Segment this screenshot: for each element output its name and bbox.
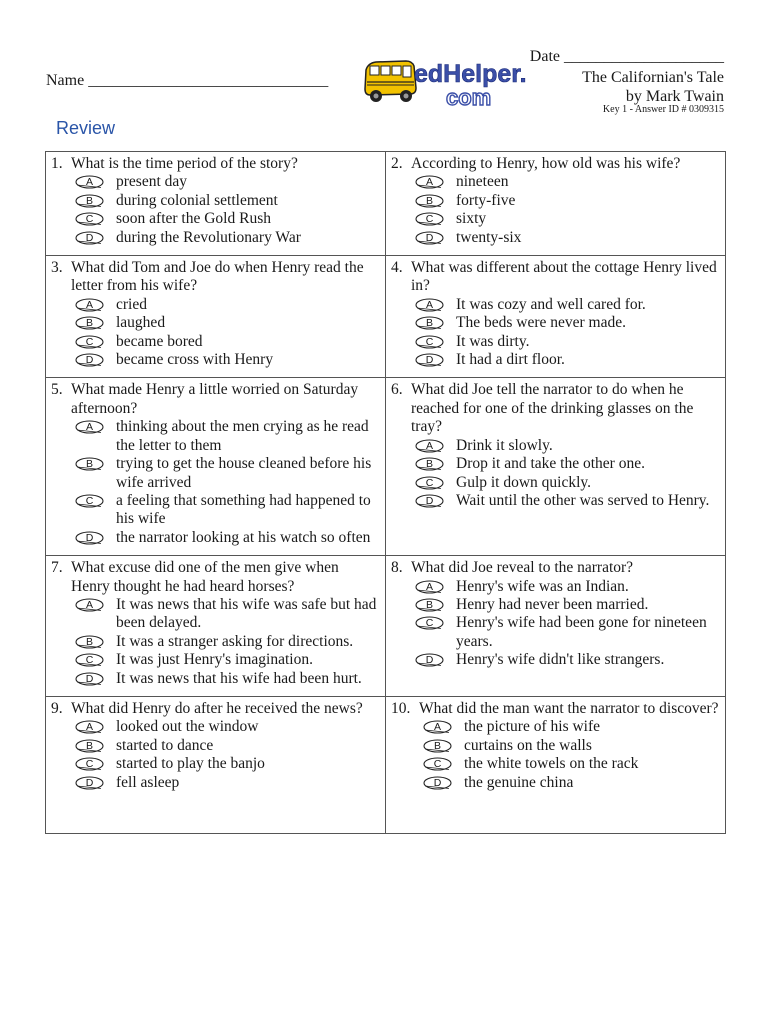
answer-option[interactable] <box>415 192 721 210</box>
question <box>391 559 721 577</box>
question-text: What did Tom and Joe do when Henry read the letter from his wife? <box>71 259 364 295</box>
answer-bubble-a[interactable] <box>415 580 444 594</box>
question-number: 9. <box>51 699 63 717</box>
answer-letter: A <box>85 298 93 311</box>
answer-option[interactable] <box>415 173 721 191</box>
answer-option[interactable] <box>75 755 381 773</box>
answer-letter: C <box>425 213 434 226</box>
answer-bubble-a[interactable] <box>75 175 104 189</box>
answer-letter: B <box>85 458 93 471</box>
question-cell <box>46 152 386 256</box>
answer-text: trying to get the house cleaned before his wife arrived <box>116 455 372 491</box>
question-cell <box>386 556 726 697</box>
answer-letter: B <box>433 739 441 752</box>
answer-letter: C <box>425 476 434 489</box>
answer-text: It was a stranger asking for directions. <box>116 632 354 650</box>
question-text: What was different about the cottage Henry lived in? <box>411 259 717 295</box>
answer-option[interactable] <box>75 296 381 314</box>
answer-option[interactable] <box>415 333 721 351</box>
answer-bubble-b[interactable] <box>415 598 444 612</box>
answer-letter: C <box>85 494 94 507</box>
question <box>391 155 721 173</box>
answer-letter: A <box>85 598 93 611</box>
question-row <box>46 696 726 833</box>
svg-text:com: com <box>446 85 492 110</box>
question-row <box>46 152 726 256</box>
answer-option[interactable] <box>415 492 721 510</box>
answer-option[interactable] <box>75 670 381 688</box>
question-row <box>46 378 726 556</box>
answer-bubble-b[interactable] <box>415 194 444 208</box>
question-number: 1. <box>51 155 63 172</box>
answer-option[interactable] <box>75 529 381 547</box>
answer-text: became cross with Henry <box>116 351 274 369</box>
answer-option[interactable] <box>75 192 381 210</box>
section-title: Review <box>56 118 116 138</box>
answer-text: the white towels on the rack <box>464 755 639 773</box>
answer-bubble-b[interactable] <box>75 739 104 753</box>
question-cell <box>386 696 726 833</box>
answer-bubble-a[interactable] <box>75 598 104 612</box>
answer-letter: D <box>85 231 94 244</box>
answer-bubble-c[interactable] <box>415 212 444 226</box>
answer-bubble-b[interactable] <box>75 194 104 208</box>
answer-bubble-c[interactable] <box>75 653 104 667</box>
answer-option[interactable] <box>415 596 721 614</box>
answer-letter: B <box>85 635 93 648</box>
question-number: 6. <box>391 381 403 399</box>
answer-letter: A <box>425 298 433 311</box>
answer-text: present day <box>116 173 188 191</box>
answer-option[interactable] <box>75 651 381 669</box>
answer-letter: D <box>85 531 94 544</box>
answer-bubble-d[interactable] <box>423 776 452 790</box>
answer-bubble-d[interactable] <box>75 231 104 245</box>
answer-letter: C <box>85 654 94 667</box>
answer-text: It was news that his wife was safe but had been delayed. <box>116 595 377 632</box>
answer-letter: A <box>85 176 93 189</box>
answer-option[interactable] <box>415 578 721 596</box>
answer-letter: D <box>433 776 442 789</box>
answer-text: during the Revolutionary War <box>116 228 301 246</box>
answer-bubble-b[interactable] <box>75 635 104 649</box>
answer-bubble-b[interactable] <box>423 739 452 753</box>
answer-option[interactable] <box>415 614 721 651</box>
answer-text: became bored <box>116 332 203 350</box>
answer-option[interactable] <box>75 173 381 191</box>
story-title: The Californian's Tale <box>582 69 724 86</box>
answer-option[interactable] <box>415 474 721 492</box>
answer-text: sixty <box>456 210 487 228</box>
answer-letter: D <box>425 494 434 507</box>
answer-option[interactable] <box>423 718 721 736</box>
answer-text: nineteen <box>456 173 509 191</box>
answer-bubble-c[interactable] <box>75 757 104 771</box>
answer-bubble-b[interactable] <box>415 316 444 330</box>
answer-option[interactable] <box>75 210 381 228</box>
answer-option[interactable] <box>75 596 381 633</box>
answer-text: started to dance <box>116 736 214 754</box>
edhelper-logo <box>362 54 527 114</box>
answer-bubble-d[interactable] <box>75 672 104 686</box>
answer-letter: B <box>85 739 93 752</box>
answer-option[interactable] <box>75 455 381 492</box>
answer-bubble-c[interactable] <box>415 476 444 490</box>
answer-letter: D <box>425 231 434 244</box>
question-cell <box>386 152 726 256</box>
answer-text: Wait until the other was served to Henry. <box>456 491 710 509</box>
question-cell <box>46 556 386 697</box>
question <box>391 700 721 718</box>
answer-text: during colonial settlement <box>116 191 278 209</box>
answer-bubble-a[interactable] <box>75 420 104 434</box>
answer-text: It was just Henry's imagination. <box>116 651 313 669</box>
question-cell <box>46 256 386 378</box>
question-number: 2. <box>391 155 403 172</box>
question-grid <box>45 151 726 834</box>
title-block <box>582 68 724 106</box>
answer-bubble-a[interactable] <box>415 175 444 189</box>
question-number: 7. <box>51 559 63 577</box>
answer-text: forty-five <box>456 191 516 209</box>
answer-bubble-c[interactable] <box>415 335 444 349</box>
answer-bubble-c[interactable] <box>415 616 444 630</box>
answer-text: a feeling that something had happened to his wife <box>116 491 371 528</box>
answer-option[interactable] <box>415 351 721 369</box>
answer-bubble-d[interactable] <box>415 653 444 667</box>
answer-option[interactable] <box>415 437 721 455</box>
answer-option[interactable] <box>75 229 381 247</box>
answer-option[interactable] <box>75 314 381 332</box>
answer-text: the genuine china <box>464 773 574 791</box>
date-field: Date ____________________ <box>529 48 724 65</box>
question-row <box>46 256 726 378</box>
question-cell <box>46 378 386 556</box>
answer-text: Henry's wife was an Indian. <box>456 577 629 595</box>
answer-letter: A <box>425 176 433 189</box>
question-number: 5. <box>51 381 63 399</box>
answer-letter: D <box>85 776 94 789</box>
answer-text: Henry's wife didn't like strangers. <box>456 651 665 669</box>
answer-text: Henry's wife had been gone for nineteen years. <box>456 614 707 650</box>
answer-text: soon after the Gold Rush <box>116 210 271 228</box>
answer-letter: A <box>433 721 441 734</box>
question-number: 10. <box>391 699 411 717</box>
question <box>391 381 721 436</box>
question-text: What is the time period of the story? <box>71 155 298 172</box>
answer-bubble-c[interactable] <box>75 494 104 508</box>
question <box>51 559 381 596</box>
answer-bubble-d[interactable] <box>75 353 104 367</box>
answer-option[interactable] <box>75 737 381 755</box>
answer-letter: C <box>85 758 94 771</box>
answer-letter: B <box>425 598 433 611</box>
question <box>51 259 381 296</box>
answer-letter: C <box>85 335 94 348</box>
answer-option[interactable] <box>75 718 381 736</box>
answer-text: cried <box>116 295 147 313</box>
answer-text: It had a dirt floor. <box>456 351 565 369</box>
answer-option[interactable] <box>415 314 721 332</box>
answer-text: started to play the banjo <box>116 755 265 773</box>
question-text: What did Joe reveal to the narrator? <box>411 559 634 577</box>
answer-text: Gulp it down quickly. <box>456 473 592 491</box>
answer-text: Drink it slowly. <box>456 436 553 454</box>
answer-option[interactable] <box>75 333 381 351</box>
answer-option[interactable] <box>423 755 721 773</box>
answer-option[interactable] <box>415 229 721 247</box>
answer-letter: A <box>85 421 93 434</box>
answer-bubble-a[interactable] <box>75 720 104 734</box>
question-text: What made Henry a little worried on Saturday afternoon? <box>71 381 359 417</box>
answer-letter: C <box>425 335 434 348</box>
answer-option[interactable] <box>75 633 381 651</box>
question-row <box>46 556 726 697</box>
answer-text: the narrator looking at his watch so often <box>116 528 371 546</box>
answer-bubble-c[interactable] <box>75 335 104 349</box>
answer-bubble-a[interactable] <box>423 720 452 734</box>
answer-bubble-a[interactable] <box>75 298 104 312</box>
question-text: According to Henry, how old was his wife? <box>411 155 681 172</box>
answer-text: It was news that his wife had been hurt. <box>116 669 362 687</box>
answer-bubble-c[interactable] <box>423 757 452 771</box>
answer-letter: B <box>85 194 93 207</box>
answer-text: twenty-six <box>456 228 522 246</box>
question-text: What did the man want the narrator to discover? <box>419 699 719 717</box>
answer-text: fell asleep <box>116 773 180 791</box>
answer-text: Henry had never been married. <box>456 595 649 613</box>
question-text: What did Henry do after he received the news? <box>71 699 363 717</box>
question-cell <box>386 256 726 378</box>
answer-letter: B <box>85 317 93 330</box>
question-text: What excuse did one of the men give when Henry thought he had heard horses? <box>71 559 339 595</box>
answer-key-id: Key 1 - Answer ID # 0309315 <box>602 104 724 115</box>
answer-option[interactable] <box>75 418 381 455</box>
answer-option[interactable] <box>423 737 721 755</box>
answer-letter: A <box>425 580 433 593</box>
answer-letter: D <box>425 354 434 367</box>
answer-letter: B <box>425 458 433 471</box>
name-field: Name ______________________________ <box>46 72 329 89</box>
question-cell <box>386 378 726 556</box>
answer-letter: D <box>425 654 434 667</box>
question <box>391 259 721 296</box>
answer-bubble-a[interactable] <box>415 298 444 312</box>
answer-option[interactable] <box>75 351 381 369</box>
answer-option[interactable] <box>75 774 381 792</box>
question-number: 4. <box>391 259 403 277</box>
answer-text: Drop it and take the other one. <box>456 455 645 473</box>
answer-bubble-d[interactable] <box>75 776 104 790</box>
answer-text: It was dirty. <box>456 332 530 350</box>
answer-bubble-c[interactable] <box>75 212 104 226</box>
question-text: What did Joe tell the narrator to do when he reached for one of the drinking glasses on the tray? <box>411 381 694 436</box>
question <box>51 381 381 418</box>
question <box>51 700 381 718</box>
answer-bubble-b[interactable] <box>75 316 104 330</box>
answer-bubble-d[interactable] <box>415 353 444 367</box>
answer-bubble-b[interactable] <box>75 457 104 471</box>
answer-letter: B <box>425 317 433 330</box>
answer-option[interactable] <box>423 774 721 792</box>
answer-option[interactable] <box>415 296 721 314</box>
answer-letter: D <box>85 672 94 685</box>
answer-text: It was cozy and well cared for. <box>456 295 646 313</box>
answer-bubble-a[interactable] <box>415 439 444 453</box>
answer-bubble-d[interactable] <box>75 531 104 545</box>
answer-text: thinking about the men crying as he read the letter to them <box>116 418 369 454</box>
answer-bubble-d[interactable] <box>415 494 444 508</box>
answer-text: laughed <box>116 314 166 332</box>
answer-bubble-b[interactable] <box>415 457 444 471</box>
answer-letter: C <box>85 213 94 226</box>
question-cell <box>46 696 386 833</box>
school-bus-icon <box>362 54 527 114</box>
answer-option[interactable] <box>75 492 381 529</box>
question-number: 8. <box>391 559 403 577</box>
answer-letter: C <box>433 758 442 771</box>
answer-option[interactable] <box>415 651 721 669</box>
answer-text: the picture of his wife <box>464 718 601 736</box>
question-number: 3. <box>51 259 63 277</box>
answer-text: looked out the window <box>116 718 259 736</box>
answer-option[interactable] <box>415 210 721 228</box>
answer-letter: A <box>85 721 93 734</box>
question <box>51 155 381 173</box>
answer-letter: A <box>425 439 433 452</box>
answer-bubble-d[interactable] <box>415 231 444 245</box>
answer-letter: B <box>425 194 433 207</box>
svg-text:edHelper.: edHelper. <box>414 60 527 88</box>
answer-option[interactable] <box>415 455 721 473</box>
answer-letter: D <box>85 354 94 367</box>
answer-letter: C <box>425 617 434 630</box>
story-author: by Mark Twain <box>625 88 724 105</box>
answer-text: curtains on the walls <box>464 736 592 754</box>
answer-text: The beds were never made. <box>456 314 626 332</box>
